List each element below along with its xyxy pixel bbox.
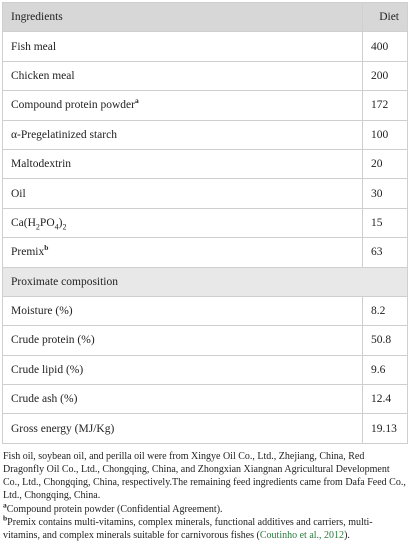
formula-subscript: 2 bbox=[62, 222, 67, 232]
proximate-name: Crude ash (%) bbox=[3, 385, 363, 414]
table-row bbox=[3, 355, 408, 384]
ingredient-value: 172 bbox=[363, 91, 408, 120]
table-row bbox=[3, 326, 408, 355]
diet-composition-figure bbox=[2, 2, 407, 542]
proximate-value: 19.13 bbox=[363, 414, 408, 443]
ingredient-name: Maltodextrin bbox=[3, 149, 363, 178]
proximate-name: Moisture (%) bbox=[3, 296, 363, 325]
proximate-value: 50.8 bbox=[363, 326, 408, 355]
ingredient-name: Chicken meal bbox=[3, 61, 363, 90]
ingredient-name: Compound protein powder bbox=[11, 99, 135, 112]
ingredient-name: Premix bbox=[11, 246, 45, 259]
diet-composition-table bbox=[2, 2, 408, 444]
oil-source-note: Fish oil, soybean oil, and perilla oil were from Xingye Oil Co., Ltd., Zhejiang, China, Red Dragonfly Oil Co., Ltd., Chongqing, China, and Zhongxian Xiangnan Agricultural Development Co., Ltd., Chongqing, China, respectively.The remaining feed ingredients came from Dafa Feed Co., Ltd., Chongqing, China. bbox=[3, 450, 406, 502]
ingredient-name-cell bbox=[3, 238, 363, 267]
ingredient-name: α-Pregelatinized starch bbox=[3, 120, 363, 149]
ingredient-name-formula bbox=[3, 208, 363, 237]
proximate-name: Crude protein (%) bbox=[3, 326, 363, 355]
ingredient-value: 400 bbox=[363, 32, 408, 61]
formula-part: ) bbox=[58, 216, 63, 229]
section-title: Proximate composition bbox=[3, 267, 408, 296]
table-header-row bbox=[3, 3, 408, 32]
table-row bbox=[3, 61, 408, 90]
footnote-a-text: Compound protein powder (Confidential Agreement). bbox=[6, 503, 223, 515]
table-row bbox=[3, 149, 408, 178]
ingredient-name-cell bbox=[3, 91, 363, 120]
header-diet: Diet bbox=[363, 3, 408, 32]
table-row bbox=[3, 179, 408, 208]
formula-subscript: 4 bbox=[54, 222, 59, 232]
proximate-value: 12.4 bbox=[363, 385, 408, 414]
footnote-marker: b bbox=[44, 243, 49, 253]
formula-subscript: 2 bbox=[35, 222, 40, 232]
ingredient-name: Fish meal bbox=[3, 32, 363, 61]
ingredient-name: Oil bbox=[3, 179, 363, 208]
ingredient-value: 30 bbox=[363, 179, 408, 208]
footnote-b-text: Premix contains multi-vitamins, complex minerals, functional additives and carriers, multi-vitamins, and complex minerals suitable for carnivorous fishes ( bbox=[3, 516, 373, 542]
footnote-b bbox=[3, 513, 407, 542]
table-row bbox=[3, 120, 408, 149]
footnote-marker: a bbox=[134, 96, 139, 106]
table-notes bbox=[2, 450, 407, 542]
table-row bbox=[3, 414, 408, 443]
formula-part: PO bbox=[39, 216, 55, 229]
table-row bbox=[3, 91, 408, 120]
proximate-value: 9.6 bbox=[363, 355, 408, 384]
proximate-name: Crude lipid (%) bbox=[3, 355, 363, 384]
table-row bbox=[3, 208, 408, 237]
table-row bbox=[3, 385, 408, 414]
table-row bbox=[3, 296, 408, 325]
table-row bbox=[3, 32, 408, 61]
section-header-row bbox=[3, 267, 408, 296]
citation-link[interactable]: Coutinho et al., 2012 bbox=[259, 530, 345, 542]
ingredient-value: 20 bbox=[363, 149, 408, 178]
footnote-b-end: ). bbox=[344, 530, 350, 542]
proximate-value: 8.2 bbox=[363, 296, 408, 325]
footnote-mark: a bbox=[3, 500, 7, 510]
footnote-mark: b bbox=[3, 513, 8, 523]
ingredient-value: 63 bbox=[363, 238, 408, 267]
header-ingredients: Ingredients bbox=[3, 3, 363, 32]
ingredient-value: 100 bbox=[363, 120, 408, 149]
ingredient-value: 15 bbox=[363, 208, 408, 237]
ingredient-value: 200 bbox=[363, 61, 408, 90]
proximate-name: Gross energy (MJ/Kg) bbox=[3, 414, 363, 443]
table-row bbox=[3, 238, 408, 267]
footnote-a bbox=[3, 500, 407, 516]
formula-part: Ca(H bbox=[11, 216, 36, 229]
